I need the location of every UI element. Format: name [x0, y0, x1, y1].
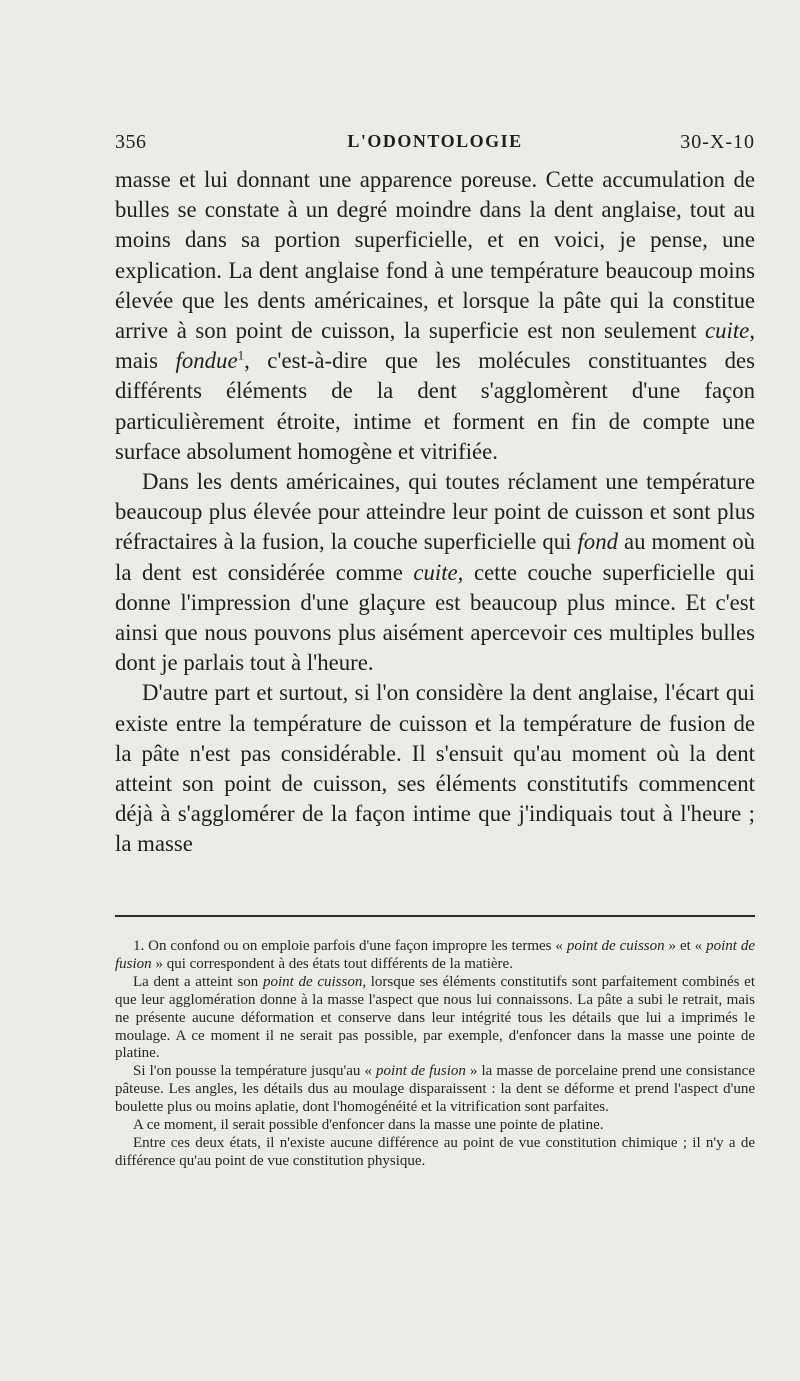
- main-text: [115, 165, 755, 860]
- footnote-1: [115, 938, 755, 974]
- text-run: mais: [115, 348, 176, 374]
- text-run: La dent a atteint son: [133, 973, 263, 990]
- footnote-2: [115, 974, 755, 1064]
- running-header: [115, 131, 755, 155]
- text-run: » la masse de porcelaine prend une consistance pâteuse. Les angles, les détails dus au moulage disparaissent : la dent se déforme et prend l'aspect d'une boulette plus ou moins aplatie, dont l'homogénéité et la vitrification sont parfaites.: [115, 1063, 755, 1116]
- footnotes: [115, 938, 755, 1171]
- text-run: » qui correspondent à des états tout différents de la matière.: [151, 955, 513, 972]
- emphasis: point de fusion: [115, 938, 755, 972]
- text-run: , c'est-à-dire que les molécules constituantes des différents éléments de la dent s'agglomèrent d'une façon particulièrement étroite, intime et forment en fin de compte une surface absolument homogène et vitrifiée.: [115, 348, 755, 464]
- text-run: au moment où la dent est considérée comme: [115, 529, 755, 585]
- footnote-4: A ce moment, il serait possible d'enfoncer dans la masse une pointe de platine.: [133, 1117, 604, 1134]
- footnote-5: Entre ces deux états, il n'existe aucune différence au point de vue constitution chimique ; il n'y a de différence qu'au point de vue constitution physique.: [115, 1134, 755, 1169]
- emphasis: cuite,: [413, 559, 464, 585]
- text-run: 1. On confond ou on emploie parfois d'une façon impropre les termes «: [133, 938, 567, 954]
- text-run: » et «: [664, 938, 707, 954]
- text-run: lorsque ses éléments constitutifs sont parfaitement combinés et que leur agglomération donne à la masse l'aspect que nous lui connaissons. La pâte a subi le retrait, mais ne présente aucune déformation et conserve dans leur intégrité tous les détails que lui a imprimés le moulage. A ce moment il ne serait pas possible, par exemple, d'enfoncer dans la masse une pointe de platine.: [115, 973, 756, 1062]
- emphasis: point de cuisson,: [262, 973, 367, 990]
- emphasis: point de cuisson: [566, 938, 665, 954]
- footnote-divider: [115, 915, 755, 917]
- emphasis: fond: [577, 529, 618, 555]
- emphasis: cuite,: [704, 318, 755, 344]
- text-run: Si l'on pousse la température jusqu'au «: [133, 1063, 377, 1080]
- footnote-3: [115, 1063, 755, 1117]
- emphasis: point de fusion: [376, 1063, 466, 1080]
- issue-date: 30-X-10: [680, 131, 755, 153]
- text-run: Dans les dents américaines, qui toutes réclament une température beaucoup plus élevée pour atteindre leur point de cuisson et sont plus réfractaires à la fusion, la couche superficielle qui: [115, 469, 755, 555]
- text-run: masse et lui donnant une apparence poreuse. Cette accumulation de bulles se constate à un degré moindre dans la dent anglaise, tout au moins dans sa portion superficielle, et en voici, je pense, une explication. La dent anglaise fond à une température beaucoup moins élevée que les dents américaines, et lorsque la pâte qui la constitue arrive à son point de cuisson, la superficie est non seulement: [115, 167, 755, 344]
- page-number: 356: [115, 131, 147, 153]
- paragraph-1: [115, 165, 755, 467]
- footnote-marker: 1: [237, 347, 245, 363]
- paragraph-3: D'autre part et surtout, si l'on considère la dent anglaise, l'écart qui existe entre la température de cuisson et la température de fusion de la pâte n'est pas considérable. Il s'ensuit qu'au moment où la dent atteint son point de cuisson, ses éléments constitutifs commencent déjà à s'agglomérer de la façon intime que j'indiquais tout à l'heure ; la masse: [115, 680, 755, 857]
- paragraph-2: [115, 467, 755, 678]
- text-run: cette couche superficielle qui donne l'impression d'une glaçure est beaucoup plus mince. Et c'est ainsi que nous pouvons plus aisément apercevoir ces multiples bulles dont je parlais tout à l'heure.: [115, 559, 755, 676]
- journal-title: L'ODONTOLOGIE: [347, 131, 523, 151]
- emphasis: fondue: [175, 348, 238, 374]
